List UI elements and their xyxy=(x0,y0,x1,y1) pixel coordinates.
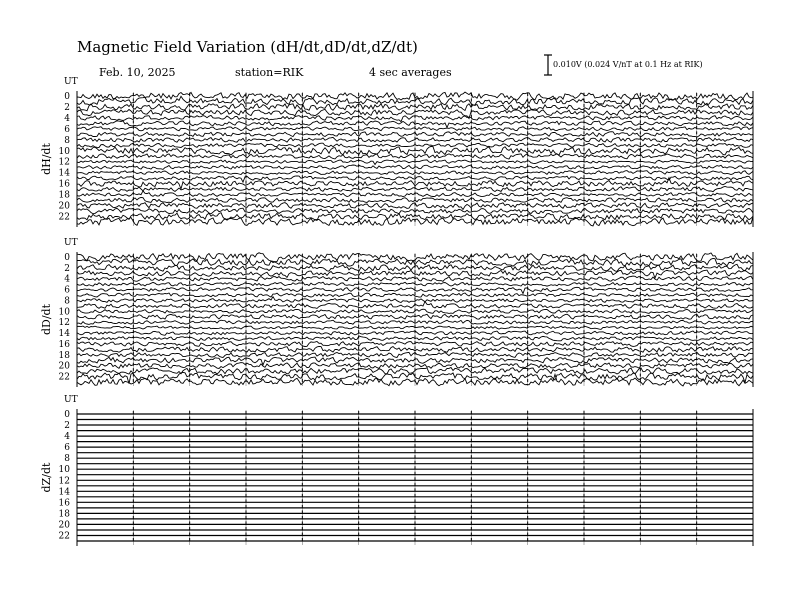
dhdt-ut-label: UT xyxy=(64,77,78,87)
page-title: Magnetic Field Variation (dH/dt,dD/dt,dZ/dt) xyxy=(77,38,418,56)
dzdt-hour-label: 20 xyxy=(58,520,70,531)
dzdt-axis-label: dZ/dt xyxy=(40,462,53,493)
dzdt-hour-label: 22 xyxy=(58,531,70,542)
dddt-hour-label: 6 xyxy=(64,285,70,296)
dhdt-hour-label: 4 xyxy=(64,113,70,124)
dzdt-hour-label: 14 xyxy=(58,487,70,498)
dddt-hour-label: 20 xyxy=(58,361,70,372)
dddt-hour-label: 2 xyxy=(64,263,70,274)
station-label: station=RIK xyxy=(235,66,304,79)
dzdt-hour-label: 4 xyxy=(64,432,70,443)
dddt-hour-label: 10 xyxy=(58,307,70,318)
dhdt-hour-label: 16 xyxy=(58,179,70,190)
dhdt-hour-label: 8 xyxy=(64,135,70,146)
dddt-axis-label: dD/dt xyxy=(40,303,53,336)
dhdt-hour-label: 18 xyxy=(58,190,70,201)
dhdt-axis-label: dH/dt xyxy=(40,143,53,175)
dzdt-hour-label: 10 xyxy=(58,465,70,476)
dzdt-hour-label: 2 xyxy=(64,421,70,432)
dhdt-hour-label: 6 xyxy=(64,124,70,135)
dhdt-hour-label: 22 xyxy=(58,212,70,223)
dhdt-hour-label: 14 xyxy=(58,168,70,179)
dddt-hour-label: 14 xyxy=(58,329,70,340)
dddt-hour-label: 0 xyxy=(64,253,70,263)
dhdt-hour-label: 12 xyxy=(58,157,70,168)
dzdt-hour-label: 8 xyxy=(64,454,70,465)
dhdt-hour-label: 10 xyxy=(58,146,70,157)
dddt-hour-label: 8 xyxy=(64,296,70,307)
dzdt-hour-label: 16 xyxy=(58,498,70,509)
scale-label: 0.010V (0.024 V/nT at 0.1 Hz at RIK) xyxy=(553,60,703,69)
dzdt-hour-label: 18 xyxy=(58,509,70,520)
dzdt-hour-label: 12 xyxy=(58,476,70,487)
dddt-hour-label: 18 xyxy=(58,350,70,361)
date-label: Feb. 10, 2025 xyxy=(99,66,176,79)
dhdt-hour-label: 2 xyxy=(64,102,70,113)
dddt-hour-label: 22 xyxy=(58,372,70,383)
dddt-hour-label: 16 xyxy=(58,339,70,350)
dhdt-hour-label: 0 xyxy=(64,92,70,102)
dzdt-hour-label: 6 xyxy=(64,443,70,454)
dhdt-hour-label: 20 xyxy=(58,201,70,212)
averaging-label: 4 sec averages xyxy=(369,66,452,79)
dddt-ut-label: UT xyxy=(64,238,78,248)
dddt-hour-label: 4 xyxy=(64,274,70,285)
dzdt-hour-label: 0 xyxy=(64,410,70,420)
dzdt-ut-label: UT xyxy=(64,395,78,405)
dddt-hour-label: 12 xyxy=(58,318,70,329)
